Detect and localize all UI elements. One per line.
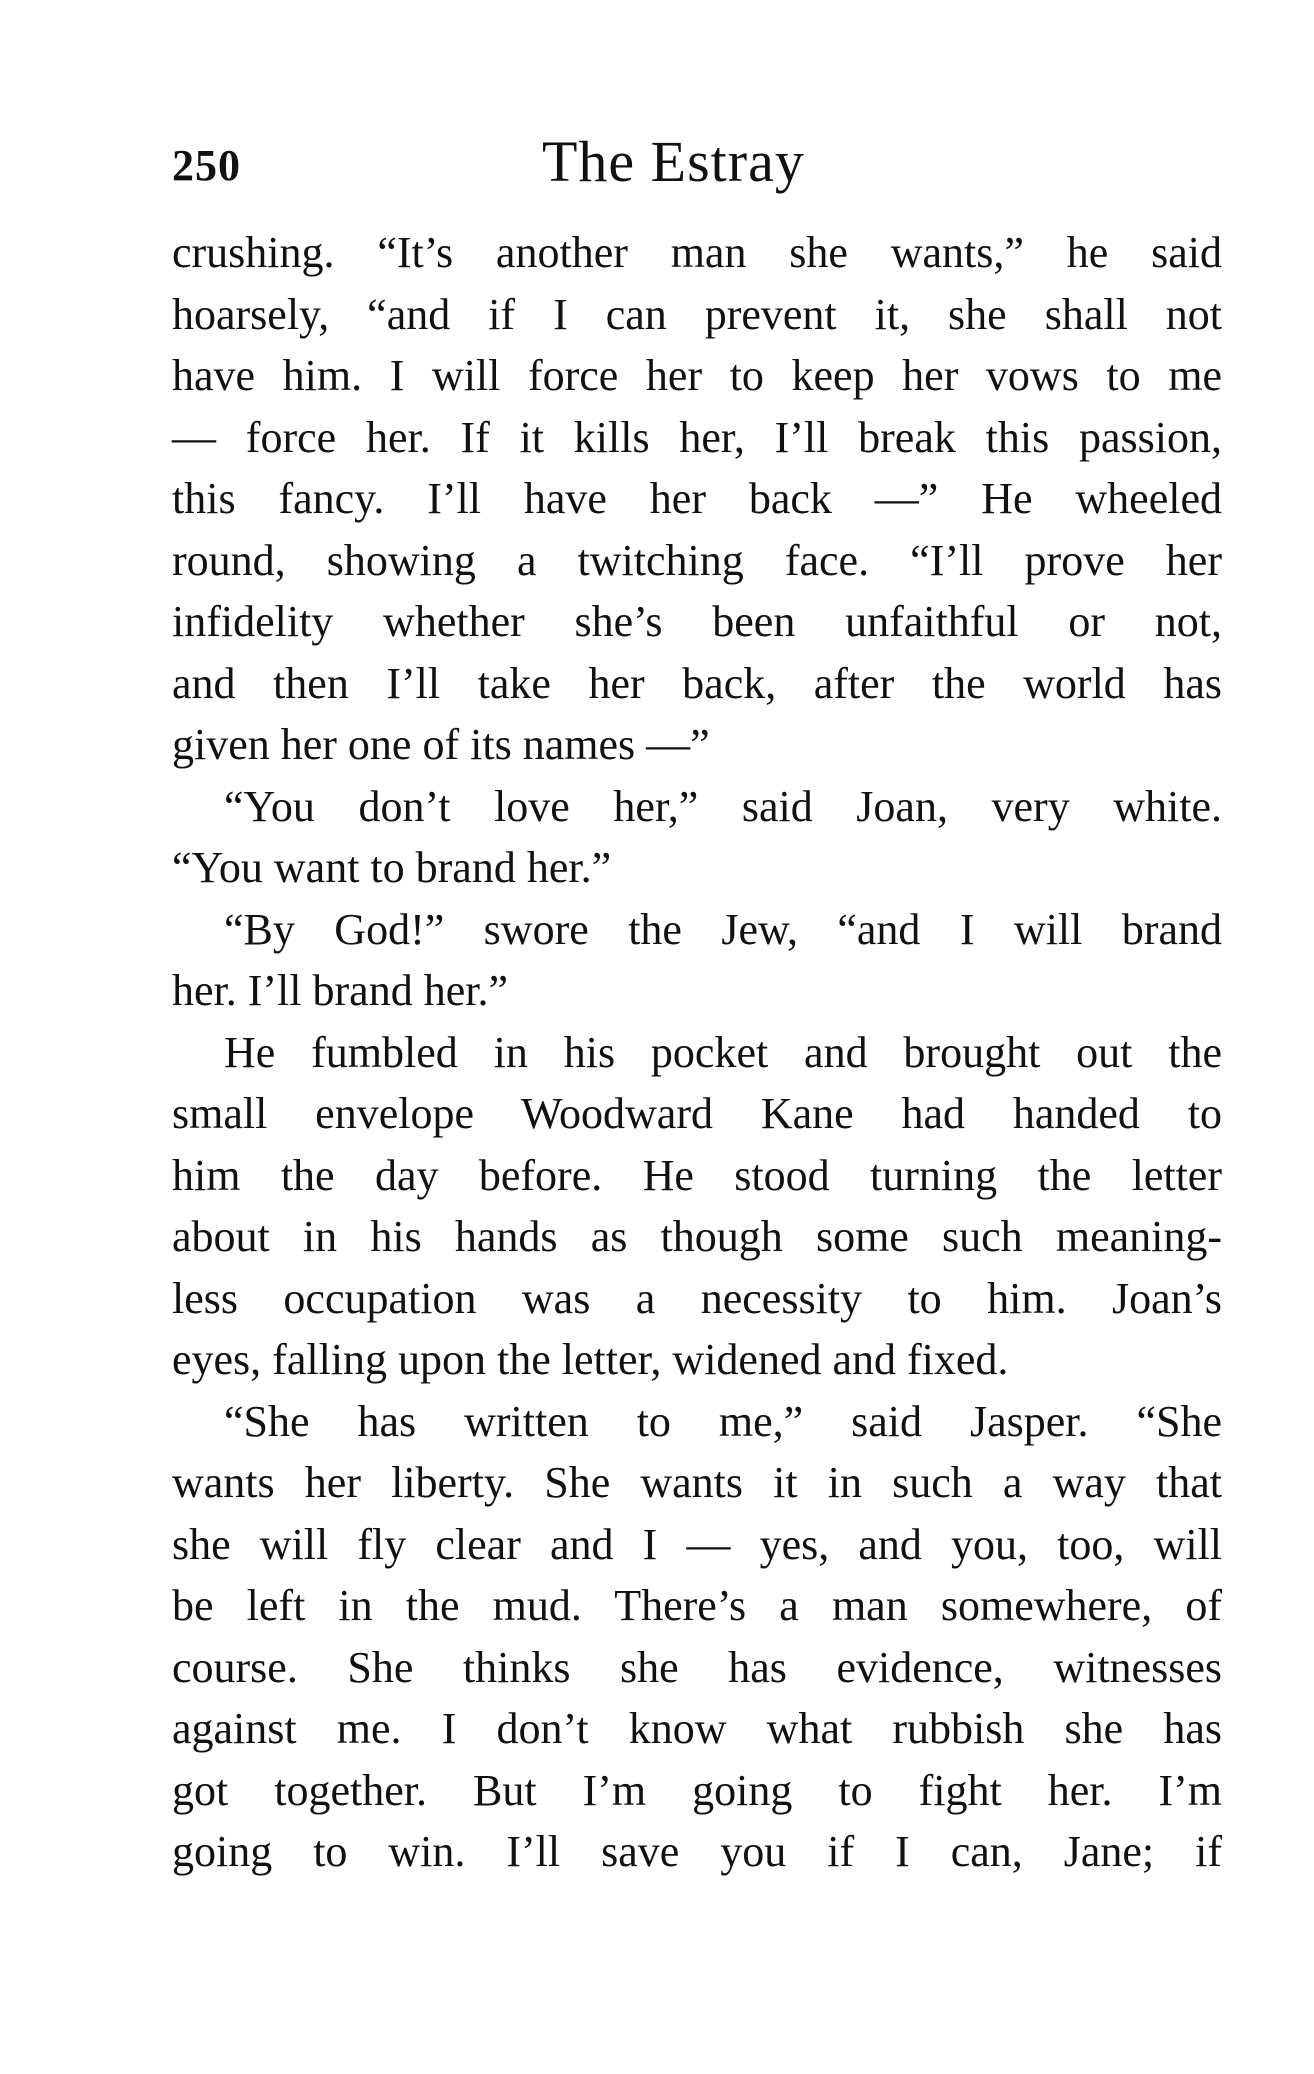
text-line: “You want to brand her.” — [172, 843, 612, 892]
text-line: eyes, falling upon the letter, widened and fixed. — [172, 1335, 1009, 1384]
text-line: going to win. I’ll save you if I can, Jane; if — [172, 1827, 1222, 1876]
text-line: given her one of its names —” — [172, 720, 710, 769]
text-line: “By God!” swore the Jew, “and I will brand — [224, 904, 1222, 954]
text-line: “You don’t love her,” said Joan, very white. — [224, 781, 1222, 831]
text-line: her. I’ll brand her.” — [172, 966, 508, 1015]
text-line: small envelope Woodward Kane had handed to — [172, 1089, 1222, 1138]
text-line: about in his hands as though some such meaning- — [172, 1212, 1222, 1261]
text-line: and then I’ll take her back, after the world has — [172, 658, 1222, 708]
text-line: this fancy. I’ll have her back —” He wheeled — [172, 474, 1222, 523]
text-line: against me. I don’t know what rubbish she has — [172, 1704, 1222, 1753]
text-line: have him. I will force her to keep her vows to me — [172, 351, 1222, 400]
text-line: “She has written to me,” said Jasper. “She — [224, 1396, 1222, 1446]
text-line: course. She thinks she has evidence, witnesses — [172, 1642, 1222, 1692]
page-number: 250 — [172, 141, 241, 190]
text-line: crushing. “It’s another man she wants,” he said — [172, 228, 1222, 277]
text-line: infidelity whether she’s been unfaithful or not, — [172, 597, 1222, 646]
text-line: hoarsely, “and if I can prevent it, she shall not — [172, 289, 1222, 339]
text-line: got together. But I’m going to fight her. I’m — [172, 1765, 1222, 1815]
text-line: round, showing a twitching face. “I’ll prove her — [172, 535, 1222, 585]
text-line: He fumbled in his pocket and brought out the — [224, 1027, 1222, 1077]
text-line: — force her. If it kills her, I’ll break this passion, — [172, 412, 1222, 462]
text-line: wants her liberty. She wants it in such a way that — [172, 1458, 1222, 1507]
body-text — [172, 222, 1222, 1883]
text-line: him the day before. He stood turning the letter — [172, 1150, 1222, 1200]
text-line: less occupation was a necessity to him. Joan’s — [172, 1273, 1222, 1323]
running-title: The Estray — [542, 129, 805, 194]
page-header — [172, 128, 1222, 208]
text-line: she will fly clear and I — yes, and you, too, will — [172, 1519, 1222, 1569]
text-line: be left in the mud. There’s a man somewhere, of — [172, 1581, 1222, 1630]
